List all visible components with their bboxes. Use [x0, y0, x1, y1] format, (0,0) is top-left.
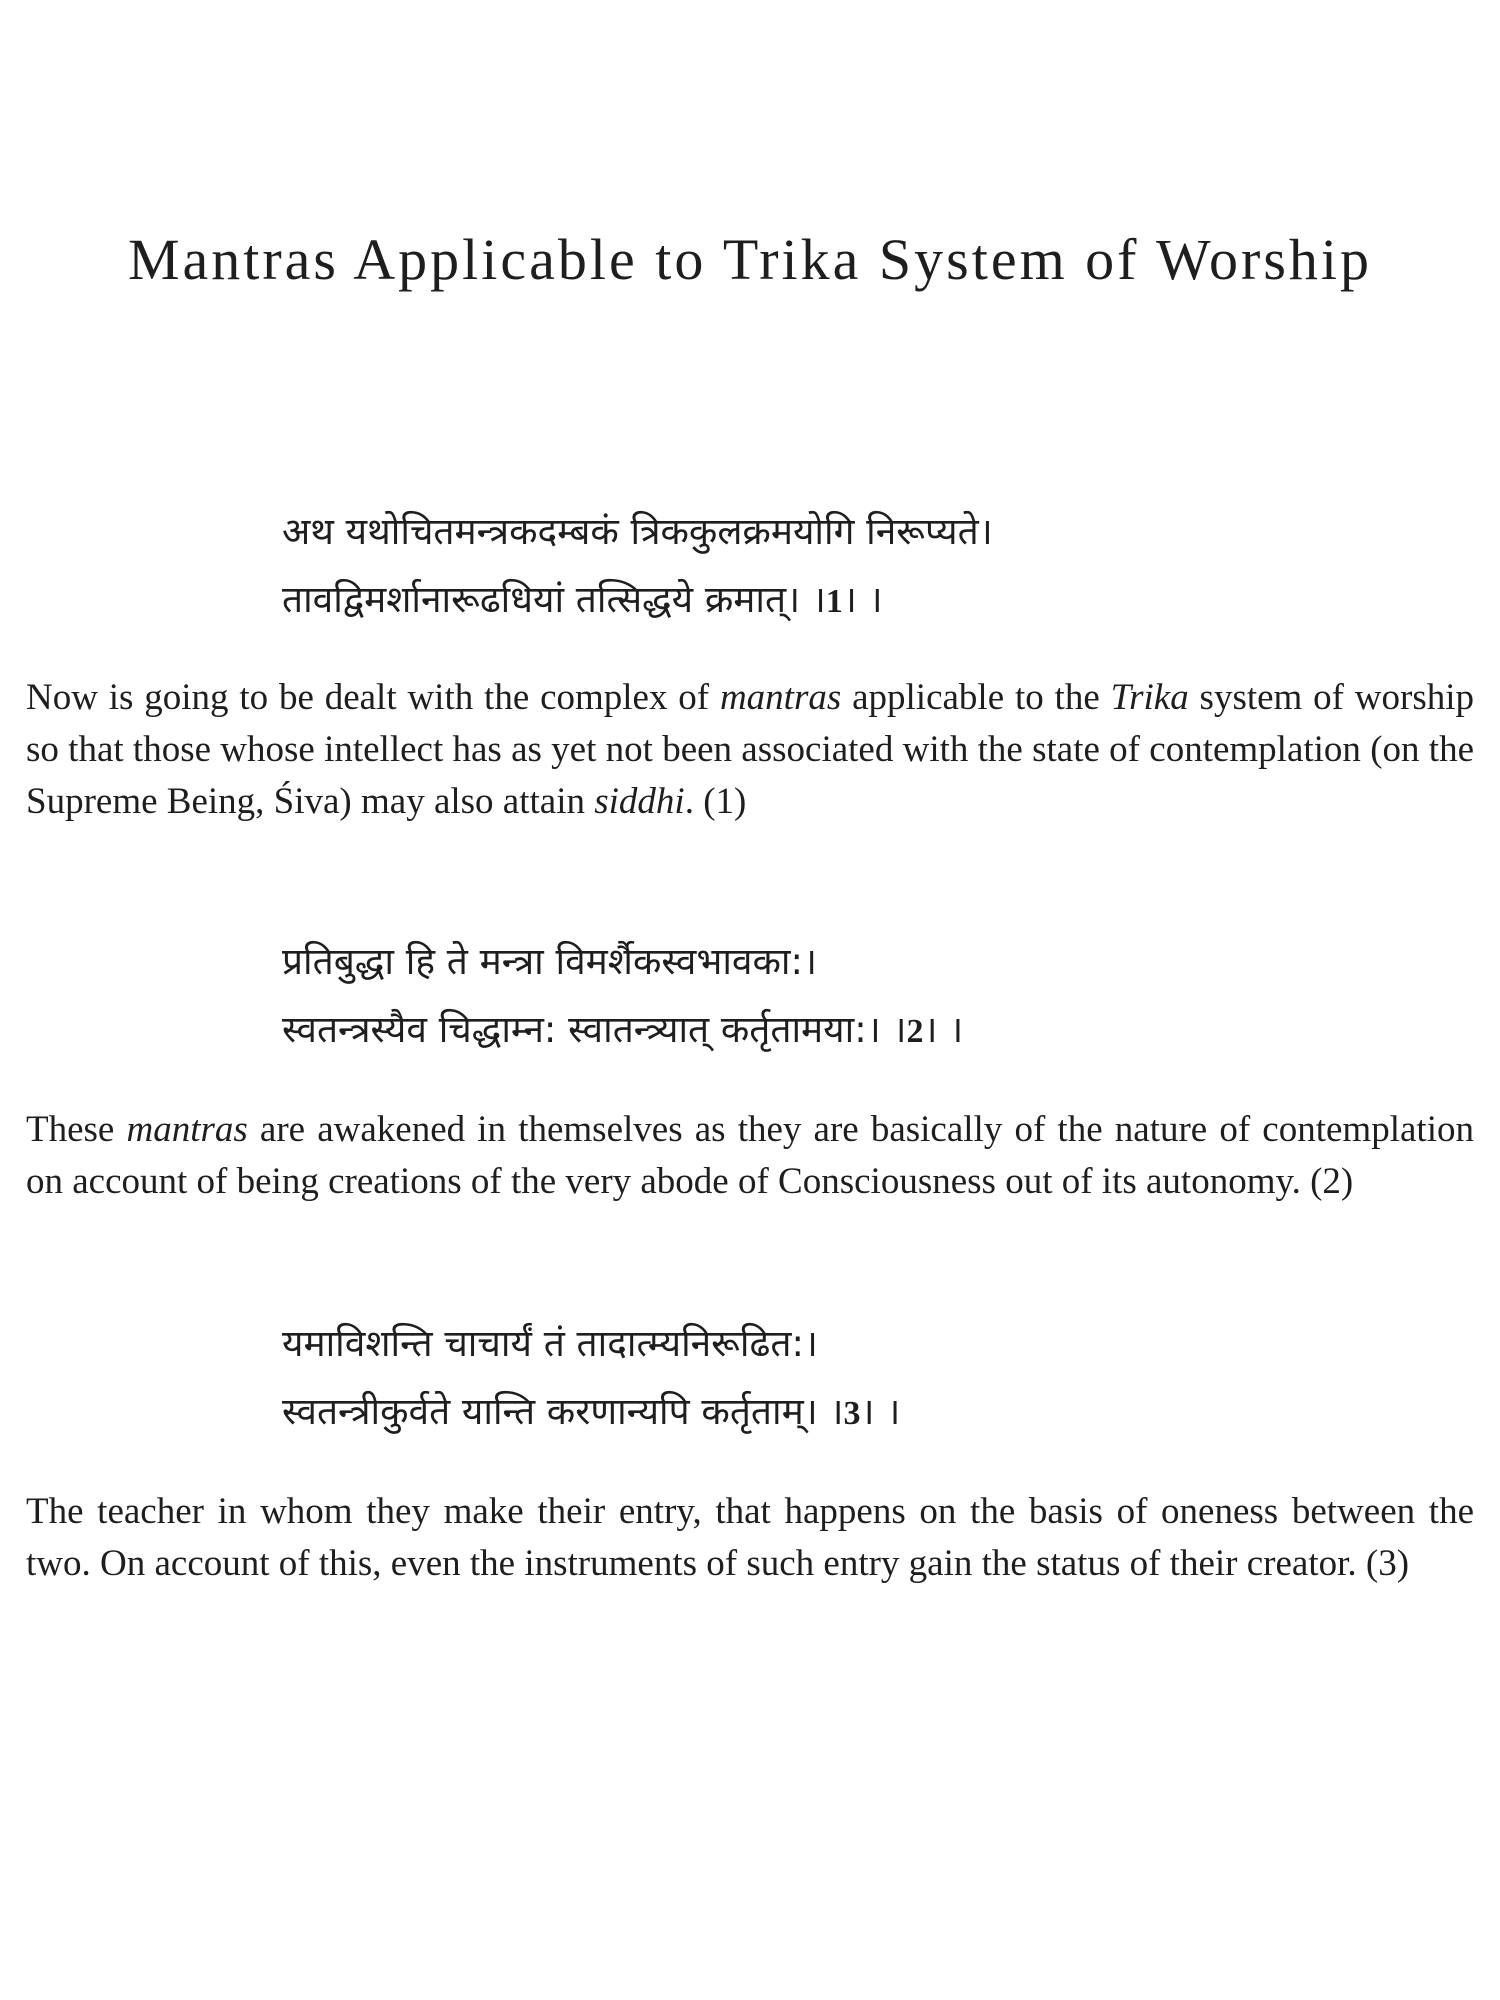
- translation-2-term-mantras: mantras: [126, 1109, 248, 1150]
- verse-1-line-2: [282, 566, 1432, 636]
- verse-1-end-mark: । ।: [842, 578, 883, 621]
- sanskrit-verse-2: [282, 928, 1432, 1066]
- translation-2-text-b: are awakened in themselves as they are basically of the nature of contemplation on account of being creations of the very abode of Consciousness out of its autonomy. (2): [26, 1109, 1474, 1202]
- verse-3-number: 3: [843, 1395, 861, 1432]
- verse-3-end-mark: । ।: [860, 1390, 901, 1433]
- translation-3: [26, 1486, 1474, 1590]
- page-title: Mantras Applicable to Trika System of Worship: [127, 227, 1373, 292]
- translation-3-text-a: The teacher in whom they make their entry, that happens on the basis of oneness between the two. On account of this, even the instruments of such entry gain the status of their creator. (3): [26, 1491, 1474, 1584]
- translation-1-term-trika: Trika: [1110, 677, 1189, 718]
- translation-2: [26, 1104, 1474, 1208]
- verse-3-line-1: यमाविशन्ति चाचार्यं तं तादात्म्यनिरूढित:।: [282, 1322, 818, 1365]
- translation-1-text-a: Now is going to be dealt with the complex of: [26, 677, 720, 718]
- verse-2-line-2-text: स्वतन्त्रस्यैव चिद्धाम्न: स्वातन्त्र्यात् कर्तृतामया:। ।: [282, 1008, 907, 1051]
- verse-2-line-2: [282, 996, 1432, 1066]
- translation-1-term-mantras: mantras: [719, 677, 842, 718]
- translation-1-text-b: applicable to the: [841, 677, 1111, 718]
- translation-1-text-c: system of worship so that those whose intellect has as yet not been associated with the state of contemplation (on the Supreme Being, Śiva) may also attain: [26, 677, 1475, 822]
- verse-1-number: 1: [825, 583, 843, 620]
- verse-2-end-mark: । ।: [923, 1008, 964, 1051]
- sanskrit-verse-3: [282, 1310, 1432, 1448]
- verse-1-line-2-text: तावद्विमर्शानारूढधियां तत्सिद्धये क्रमात्। ।: [282, 578, 826, 621]
- translation-1-term-siddhi: siddhi: [594, 781, 685, 822]
- verse-3-line-2: [282, 1378, 1432, 1448]
- translation-2-text-a: These: [26, 1109, 127, 1150]
- verse-3-line-2-text: स्वतन्त्रीकुर्वते यान्ति करणान्यपि कर्तृताम्। ।: [282, 1390, 844, 1433]
- verse-1-line-1: अथ यथोचितमन्त्रकदम्बकं त्रिककुलक्रमयोगि निरूप्यते।: [282, 510, 993, 553]
- translation-1: [26, 672, 1474, 828]
- verse-2-number: 2: [906, 1013, 924, 1050]
- translation-1-text-d: . (1): [684, 781, 747, 822]
- sanskrit-verse-1: [282, 498, 1432, 636]
- verse-2-line-1: प्रतिबुद्धा हि ते मन्त्रा विमर्शैकस्वभावका:।: [282, 940, 817, 983]
